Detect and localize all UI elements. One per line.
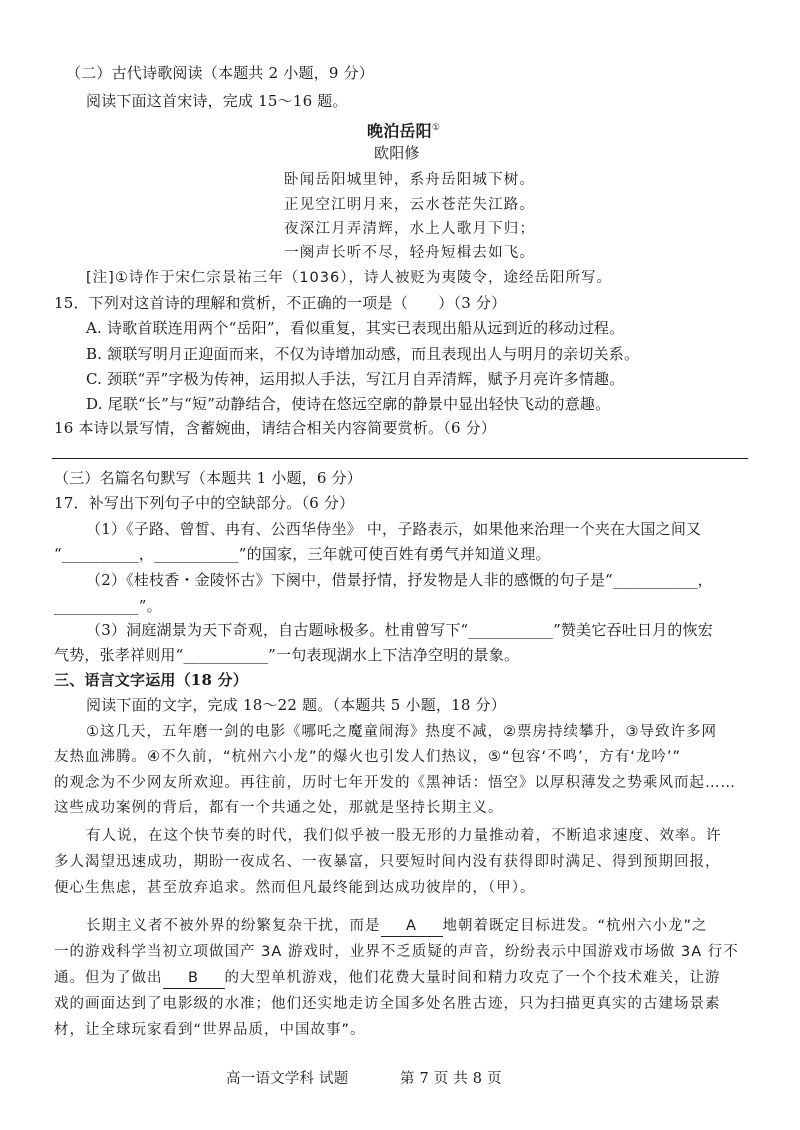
p3-text: 的大型单机游戏，他们花费大量时间和精力攻克了一个个技术难关，让游 (224, 970, 721, 986)
q15-option-c: C. 颈联“弄”字极为传神，运用拟人手法，写江月自弄清辉，赋予月亮许多情趣。 (86, 370, 625, 388)
paragraph-3-line: 材，让全球玩家看到“世界品质，中国故事”。 (54, 1022, 366, 1038)
p3-text: 地朝着既定目标进发。“杭州六小龙”之 (442, 918, 708, 934)
paragraph-3-line: 一的游戏科学当初立项做国产 3A 游戏时，业界不乏质疑的声音，纷纷表示中国游戏市场做 3A 行不 (54, 944, 739, 960)
blank-b: B (163, 968, 225, 989)
q17-1-line2: “__________，___________”的国家，三年就可使百姓有勇气并知道义理。 (54, 545, 551, 563)
p3-text: 通。但为了做出 (54, 970, 163, 986)
paragraph-1-line: 的观念为不少网友所欢迎。再往前，历时七年开发的《黑神话：悟空》以厚积薄发之势乘风而起…… (54, 775, 736, 791)
q17-2-line2: ___________”。 (54, 597, 162, 615)
paragraph-1-line: 友热血沸腾。④不久前，“杭州六小龙”的爆火也引发人们热议，⑤“包容‘不鸣’，方有‘龙吟’” (54, 749, 681, 765)
poem-author: 欧阳修 (374, 144, 420, 162)
question-16: 16 本诗以景写情，含蓄婉曲，请结合相关内容简要赏析。（6 分） (54, 419, 497, 437)
section2-heading: （二）古代诗歌阅读（本题共 2 小题，9 分） (66, 64, 374, 82)
p3-text: 长期主义者不被外界的纷繁复杂干扰，而是 (86, 918, 381, 934)
paragraph-1-line: ①这几天，五年磨一剑的电影《哪吒之魔童闹海》热度不减，②票房持续攀升，③导致许多网 (86, 724, 717, 740)
poem-line: 正见空江明月来，云水苍茫失江路。 (284, 197, 536, 213)
section2-instruction: 阅读下面这首宋诗，完成 15～16 题。 (86, 92, 348, 110)
footer-page-number: 第 7 页 共 8 页 (400, 1071, 502, 1087)
part3-heading: 三、语言文字运用（18 分） (54, 671, 248, 689)
paragraph-2-line: 有人说，在这个快节奏的时代，我们似乎被一股无形的力量推动着，不断追求速度、效率。许 (86, 828, 722, 844)
poem-line: 一阕声长听不尽，轻舟短楫去如飞。 (284, 245, 536, 261)
paragraph-3-line (54, 968, 721, 989)
poem-line: 夜深江月弄清辉，水上人歌月下归； (284, 221, 536, 237)
q17-1-line1: （1）《子路、曾皙、冉有、公西华侍坐》 中，子路表示，如果他来治理一个夹在大国之间又 (86, 520, 702, 538)
q17-3-line2: 气势，张孝祥则用“___________”一句表现湖水上下洁净空明的景象。 (54, 646, 520, 664)
question-17: 17．补写出下列句子中的空缺部分。（6 分） (54, 494, 355, 512)
q15-option-d: D. 尾联“长”与“短”动静结合，使诗在悠远空廓的静景中显出轻快飞动的意趣。 (86, 395, 611, 413)
section-divider (52, 458, 748, 459)
paragraph-1-line: 这些成功案例的背后，都有一个共通之处，那就是坚持长期主义。 (54, 800, 504, 816)
paragraph-3-line (86, 916, 708, 937)
paragraph-2-line: 多人渴望迅速成功，期盼一夜成名、一夜暴富，只要短时间内没有获得即时满足、得到预期回报， (54, 854, 721, 870)
q17-3-line1: （3）洞庭湖景为天下奇观，自古题咏极多。杜甫曾写下“___________”赞美它吞吐日月的恢宏 (86, 621, 713, 639)
poem-title: 晚泊岳阳① (367, 121, 441, 141)
poem-line: 卧闻岳阳城里钟，系舟岳阳城下树。 (284, 172, 536, 188)
part3-instruction: 阅读下面的文字，完成 18～22 题。（本题共 5 小题，18 分） (86, 696, 506, 714)
paragraph-2-line: 便心生焦虑，甚至放弃追求。然而但凡最终能到达成功彼岸的，（甲）。 (54, 880, 536, 896)
q17-2-line1: （2）《桂枝香・金陵怀古》下阕中，借景抒情，抒发物是人非的感慨的句子是“___________， (86, 571, 713, 589)
question-15: 15．下列对这首诗的理解和赏析，不正确的一项是（ ）（3 分） (54, 294, 507, 312)
paragraph-3-line: 戏的画面达到了电影级的水准；他们还实地走访全国多处名胜古迹，只为扫描更真实的古建场景素 (54, 996, 721, 1012)
poem-title-note: ① (431, 123, 441, 133)
q15-option-b: B. 颔联写明月正迎面而来，不仅为诗增加动感，而且表现出人与明月的亲切关系。 (86, 345, 640, 363)
q15-option-a: A. 诗歌首联连用两个“岳阳”，看似重复，其实已表现出船从远到近的移动过程。 (86, 319, 625, 337)
blank-a: A (381, 916, 443, 937)
poem-note: [注]①诗作于宋仁宗景祐三年（1036），诗人被贬为夷陵令，途经岳阳所写。 (86, 270, 612, 286)
footer-subject: 高一语文学科 试题 (226, 1071, 349, 1087)
section3-heading: （三）名篇名句默写（本题共 1 小题，6 分） (54, 469, 362, 487)
